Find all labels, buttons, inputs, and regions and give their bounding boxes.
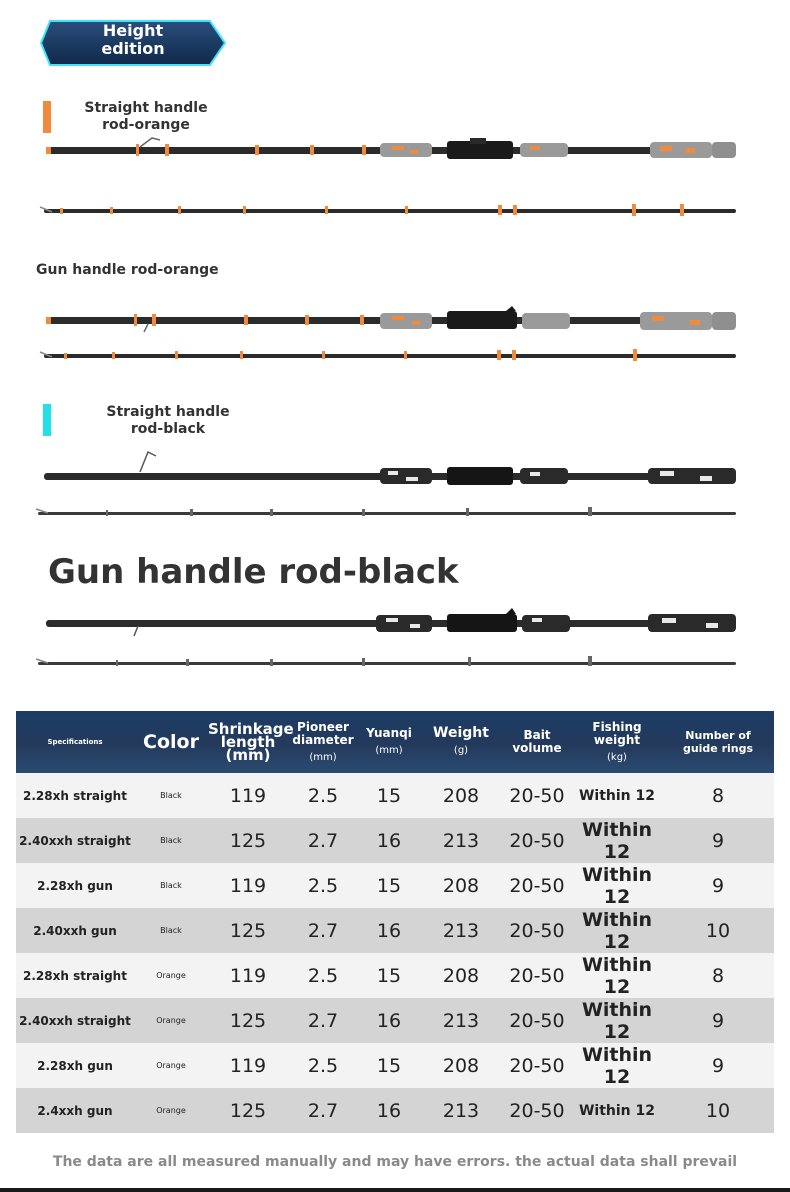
rod-gun-black-tip — [36, 656, 736, 666]
cell-weight: 213 — [442, 919, 480, 942]
rod-gun-orange-tip — [40, 349, 736, 361]
cell-color: Orange — [156, 1061, 186, 1070]
cell-spec: 2.28xh gun — [37, 878, 113, 893]
cell-shrinkage: 119 — [229, 784, 267, 807]
cell-shrinkage: 119 — [229, 964, 267, 987]
cell-spec: 2.28xh straight — [23, 788, 127, 803]
cell-pioneer: 2.5 — [307, 874, 339, 897]
cell-rings: 8 — [711, 964, 725, 987]
rod-straight-black-tip — [36, 507, 736, 516]
bottom-rule — [0, 1188, 790, 1192]
cell-bait: 20-50 — [509, 829, 565, 852]
cell-weight: 208 — [442, 874, 480, 897]
cell-weight: 208 — [442, 964, 480, 987]
cell-shrinkage: 125 — [229, 1009, 267, 1032]
table-header-row — [16, 711, 774, 773]
cell-yuanqi: 15 — [376, 874, 402, 897]
spec-table — [16, 711, 774, 1133]
cell-bait: 20-50 — [509, 1009, 565, 1032]
cell-spec: 2.40xxh straight — [19, 833, 131, 848]
gun-black-title: Gun handle rod-black — [48, 552, 459, 592]
header-spec: Specifications — [47, 737, 103, 746]
cell-pioneer: 2.7 — [307, 1009, 339, 1032]
header-pioneer: Pioneer diameter (mm) — [292, 719, 354, 763]
gun-orange-label: Gun handle rod-orange — [36, 262, 219, 278]
header-yuanqi: Yuanqi (mm) — [366, 726, 412, 756]
cell-shrinkage: 119 — [229, 874, 267, 897]
cell-color: Orange — [156, 1106, 186, 1115]
table-row — [16, 863, 774, 908]
rod-gun-black-butt — [46, 608, 736, 636]
cell-spec: 2.28xh gun — [37, 1058, 113, 1073]
cell-spec: 2.4xxh gun — [37, 1103, 113, 1118]
cell-color: Black — [160, 881, 182, 890]
cell-fishing: Within 12 — [581, 818, 653, 863]
straight-orange-label: Straight handle rod-orange — [84, 100, 208, 133]
cell-shrinkage: 125 — [229, 829, 267, 852]
cell-color: Black — [160, 791, 182, 800]
table-row — [16, 908, 774, 953]
cell-weight: 213 — [442, 1099, 480, 1122]
header-rings: Number of guide rings — [682, 729, 754, 755]
badge-line2: edition — [101, 39, 165, 58]
cell-weight: 213 — [442, 829, 480, 852]
cell-shrinkage: 119 — [229, 1054, 267, 1077]
cell-weight: 208 — [442, 1054, 480, 1077]
cell-pioneer: 2.7 — [307, 919, 339, 942]
cell-yuanqi: 15 — [376, 964, 402, 987]
cell-rings: 9 — [711, 829, 725, 852]
cell-spec: 2.40xxh gun — [33, 923, 117, 938]
cell-fishing: Within 12 — [581, 908, 653, 953]
cell-shrinkage: 125 — [229, 1099, 267, 1122]
cell-yuanqi: 16 — [376, 919, 402, 942]
cell-bait: 20-50 — [509, 874, 565, 897]
table-row — [16, 1043, 774, 1088]
header-color: Color — [143, 730, 199, 753]
cell-rings: 9 — [711, 1054, 725, 1077]
cell-color: Black — [160, 926, 182, 935]
cell-fishing: Within 12 — [581, 953, 653, 998]
cell-rings: 8 — [711, 784, 725, 807]
table-row — [16, 818, 774, 863]
rod-gun-orange-butt — [46, 306, 736, 332]
cell-fishing: Within 12 — [578, 1102, 656, 1119]
cell-color: Black — [160, 836, 182, 845]
cell-weight: 213 — [442, 1009, 480, 1032]
cell-rings: 9 — [711, 1009, 725, 1032]
header-weight: Weight (g) — [433, 725, 489, 756]
cell-bait: 20-50 — [509, 919, 565, 942]
table-row — [16, 953, 774, 998]
cell-pioneer: 2.7 — [307, 829, 339, 852]
table-row — [16, 773, 774, 818]
cell-rings: 9 — [711, 874, 725, 897]
cell-rings: 10 — [705, 1099, 731, 1122]
badge-line1: Height — [102, 21, 164, 40]
cell-yuanqi: 15 — [376, 784, 402, 807]
cell-bait: 20-50 — [509, 1099, 565, 1122]
cell-yuanqi: 16 — [376, 1099, 402, 1122]
cell-pioneer: 2.5 — [307, 964, 339, 987]
cell-yuanqi: 16 — [376, 1009, 402, 1032]
cell-fishing: Within 12 — [581, 863, 653, 908]
cell-spec: 2.40xxh straight — [19, 1013, 131, 1028]
cell-color: Orange — [156, 1016, 186, 1025]
cell-pioneer: 2.7 — [307, 1099, 339, 1122]
footer-note: The data are all measured manually and may have errors. the actual data shall prevail — [52, 1154, 738, 1170]
cell-bait: 20-50 — [509, 1054, 565, 1077]
cell-yuanqi: 16 — [376, 829, 402, 852]
straight-black-label: Straight handle rod-black — [106, 404, 230, 437]
header-bait: Bait volume — [512, 728, 562, 755]
cell-fishing: Within 12 — [578, 787, 656, 804]
cell-yuanqi: 15 — [376, 1054, 402, 1077]
header-fishing: Fishing weight (kg) — [592, 719, 642, 763]
cell-bait: 20-50 — [509, 964, 565, 987]
cell-rings: 10 — [705, 919, 731, 942]
rod-straight-orange-tip — [40, 204, 736, 216]
cell-fishing: Within 12 — [581, 998, 653, 1043]
cell-fishing: Within 12 — [581, 1043, 653, 1088]
cell-spec: 2.28xh straight — [23, 968, 127, 983]
rod-straight-orange-butt — [46, 138, 736, 159]
table-row — [16, 998, 774, 1043]
cell-pioneer: 2.5 — [307, 1054, 339, 1077]
table-row — [16, 1088, 774, 1133]
header-shrinkage: Shrinkage length (mm) — [208, 719, 294, 764]
cell-shrinkage: 125 — [229, 919, 267, 942]
cell-bait: 20-50 — [509, 784, 565, 807]
cell-color: Orange — [156, 971, 186, 980]
rod-straight-black-butt — [44, 452, 736, 485]
cell-pioneer: 2.5 — [307, 784, 339, 807]
cell-weight: 208 — [442, 784, 480, 807]
